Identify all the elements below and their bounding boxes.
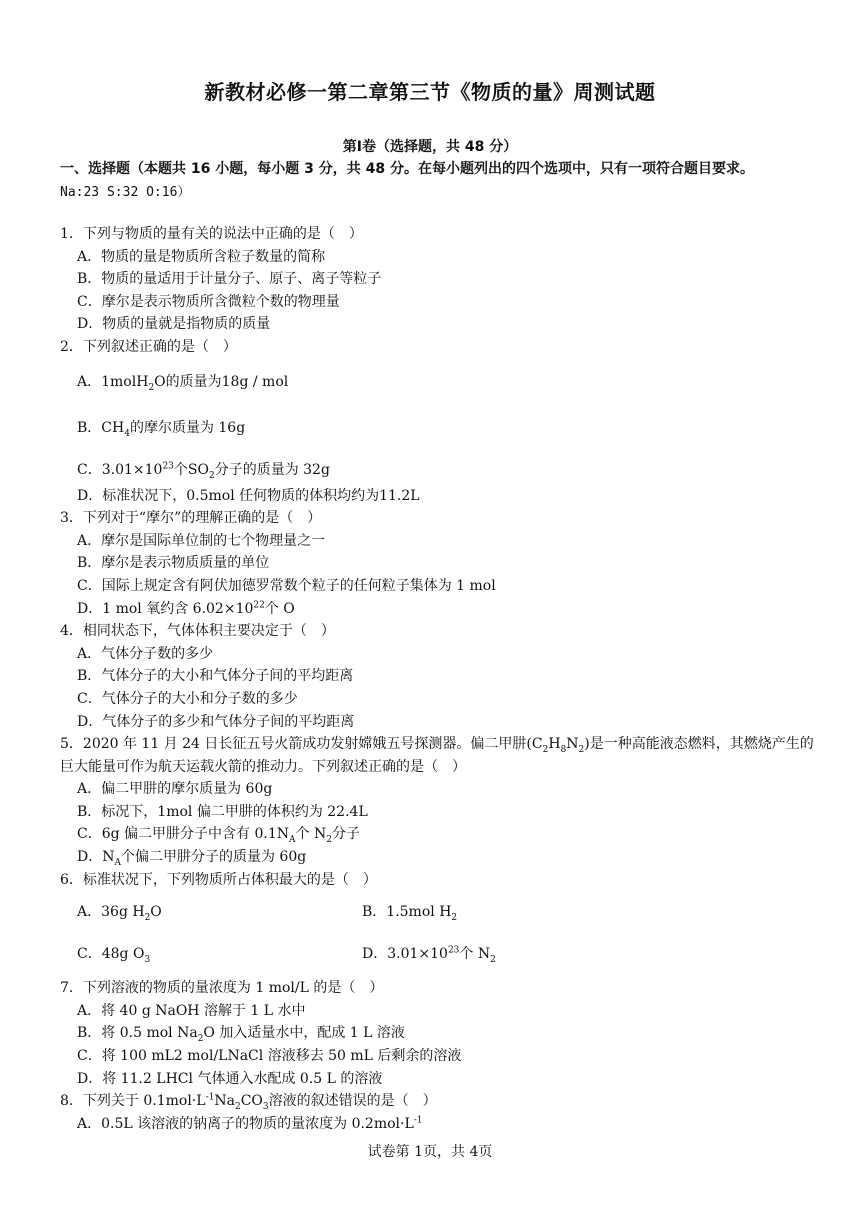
question-5-option-a: A．偏二甲肼的摩尔质量为 60g bbox=[77, 781, 273, 798]
question-6-option-d: D．$3.01\times 10^{23}$个 $N_2$ bbox=[362, 945, 496, 966]
question-6-options-row-2 bbox=[60, 937, 820, 977]
question-3-option-d: D．1 mol 氧约含 $6.02\times 10^{22}$个 O bbox=[77, 599, 295, 617]
question-2-option-c: C．$3.01\times 10^{23}$个$SO_2$分子的质量为 32g bbox=[77, 460, 330, 481]
question-4-option-a: A．气体分子数的多少 bbox=[77, 645, 214, 662]
question-4-option-d: D．气体分子的多少和气体分子间的平均距离 bbox=[77, 713, 355, 730]
question-4-stem: 4．相同状态下，气体体积主要决定于（ ） bbox=[60, 623, 335, 640]
instructions: 一、选择题（本题共 16 小题，每小题 3 分，共 48 分。在每小题列出的四个选项中，只有一项符合题目要求。 bbox=[60, 161, 754, 177]
question-2-option-d: D．标准状况下，0.5mol 任何物质的体积均约为11.2L bbox=[77, 487, 420, 504]
exam-title: 新教材必修一第二章第三节《物质的量》周测试题 bbox=[204, 80, 656, 104]
question-6-option-c: C．48g $O_3$ bbox=[77, 946, 151, 966]
question-1-option-d: D．物质的量就是指物质的质量 bbox=[77, 316, 271, 333]
question-5-option-b: B．标况下，1mol 偏二甲肼的体积约为 22.4L bbox=[77, 803, 368, 820]
question-1-option-b: B．物质的量适用于计量分子、原子、离子等粒子 bbox=[77, 271, 382, 288]
question-5-option-d: D．$N_A$个偏二甲肼分子的质量为 60g bbox=[77, 849, 307, 868]
atomic-masses: Na:23 S:32 O:16） bbox=[60, 185, 191, 200]
question-7-option-b: B．将 0.5 mol $Na_2O$ 加入适量水中，配成 1 L 溶液 bbox=[77, 1025, 405, 1045]
question-1-option-a: A．物质的量是物质所含粒子数量的简称 bbox=[77, 248, 326, 265]
question-8-stem: 8．下列关于 $0.1mol\cdot L^{-1}Na_2CO_3$溶液的叙述错误的是（ ） bbox=[60, 1092, 437, 1113]
question-7-option-a: A．将 40 g NaOH 溶解于 1 L 水中 bbox=[77, 1002, 306, 1019]
question-2-option-a: A．1molH$_2$O的质量为18g / mol bbox=[77, 373, 289, 393]
question-8-option-a: A．0.5L 该溶液的钠离子的物质的量浓度为 $0.2mol\cdot L^{-1}$ bbox=[77, 1115, 423, 1132]
question-1-option-c: C．摩尔是表示物质所含微粒个数的物理量 bbox=[77, 293, 340, 310]
question-7-option-c: C．将 100 mL2 mol/LNaCl 溶液移去 50 mL 后剩余的溶液 bbox=[77, 1048, 462, 1065]
question-3-option-a: A．摩尔是国际单位制的七个物理量之一 bbox=[77, 532, 326, 549]
question-6-option-a: A．36g $H_2O$ bbox=[77, 904, 162, 924]
question-5-stem: 5．2020 年 11 月 24 日长征五号火箭成功发射嫦娥五号探测器。偏二甲肼$(C_2H_8N_2)$是一种高能液态燃料，其燃烧产生的巨大能量可作为航天运载火箭的推动力。下列叙述正确的是（ ） bbox=[60, 736, 814, 775]
question-1-stem: 1．下列与物质的量有关的说法中正确的是（ ） bbox=[60, 226, 363, 242]
question-list bbox=[60, 223, 820, 1135]
question-6-stem: 6．标准状况下，下列物质所占体积最大的是（ ） bbox=[60, 871, 377, 888]
page-footer: 试卷第 1页，共 4页 bbox=[367, 1144, 493, 1160]
question-7-option-d: D．将 11.2 LHCl 气体通入水配成 0.5 L 的溶液 bbox=[77, 1070, 383, 1087]
question-4-option-b: B．气体分子的大小和气体分子间的平均距离 bbox=[77, 668, 354, 685]
question-6-options-row-1 bbox=[60, 891, 820, 937]
question-2-stem: 2．下列叙述正确的是（ ） bbox=[60, 338, 237, 355]
section-heading: 第Ⅰ卷（选择题，共 48 分） bbox=[342, 139, 518, 155]
question-3-option-b: B．摩尔是表示物质质量的单位 bbox=[77, 555, 270, 572]
question-7-stem: 7．下列溶液的物质的量浓度为 1 mol/L 的是（ ） bbox=[60, 980, 384, 997]
question-2-option-b: B．$CH_4$的摩尔质量为 16g bbox=[77, 419, 246, 439]
question-5-option-c: C．6g 偏二甲肼分子中含有 $0.1N_A$个 $N_2$分子 bbox=[77, 826, 360, 846]
question-3-stem: 3．下列对于“摩尔”的理解正确的是（ ） bbox=[60, 510, 322, 527]
question-6-option-b: B．1.5mol $H_2$ bbox=[362, 904, 458, 924]
question-3-option-c: C．国际上规定含有阿伏加德罗常数个粒子的任何粒子集体为 1 mol bbox=[77, 577, 496, 594]
question-4-option-c: C．气体分子的大小和分子数的多少 bbox=[77, 690, 298, 707]
